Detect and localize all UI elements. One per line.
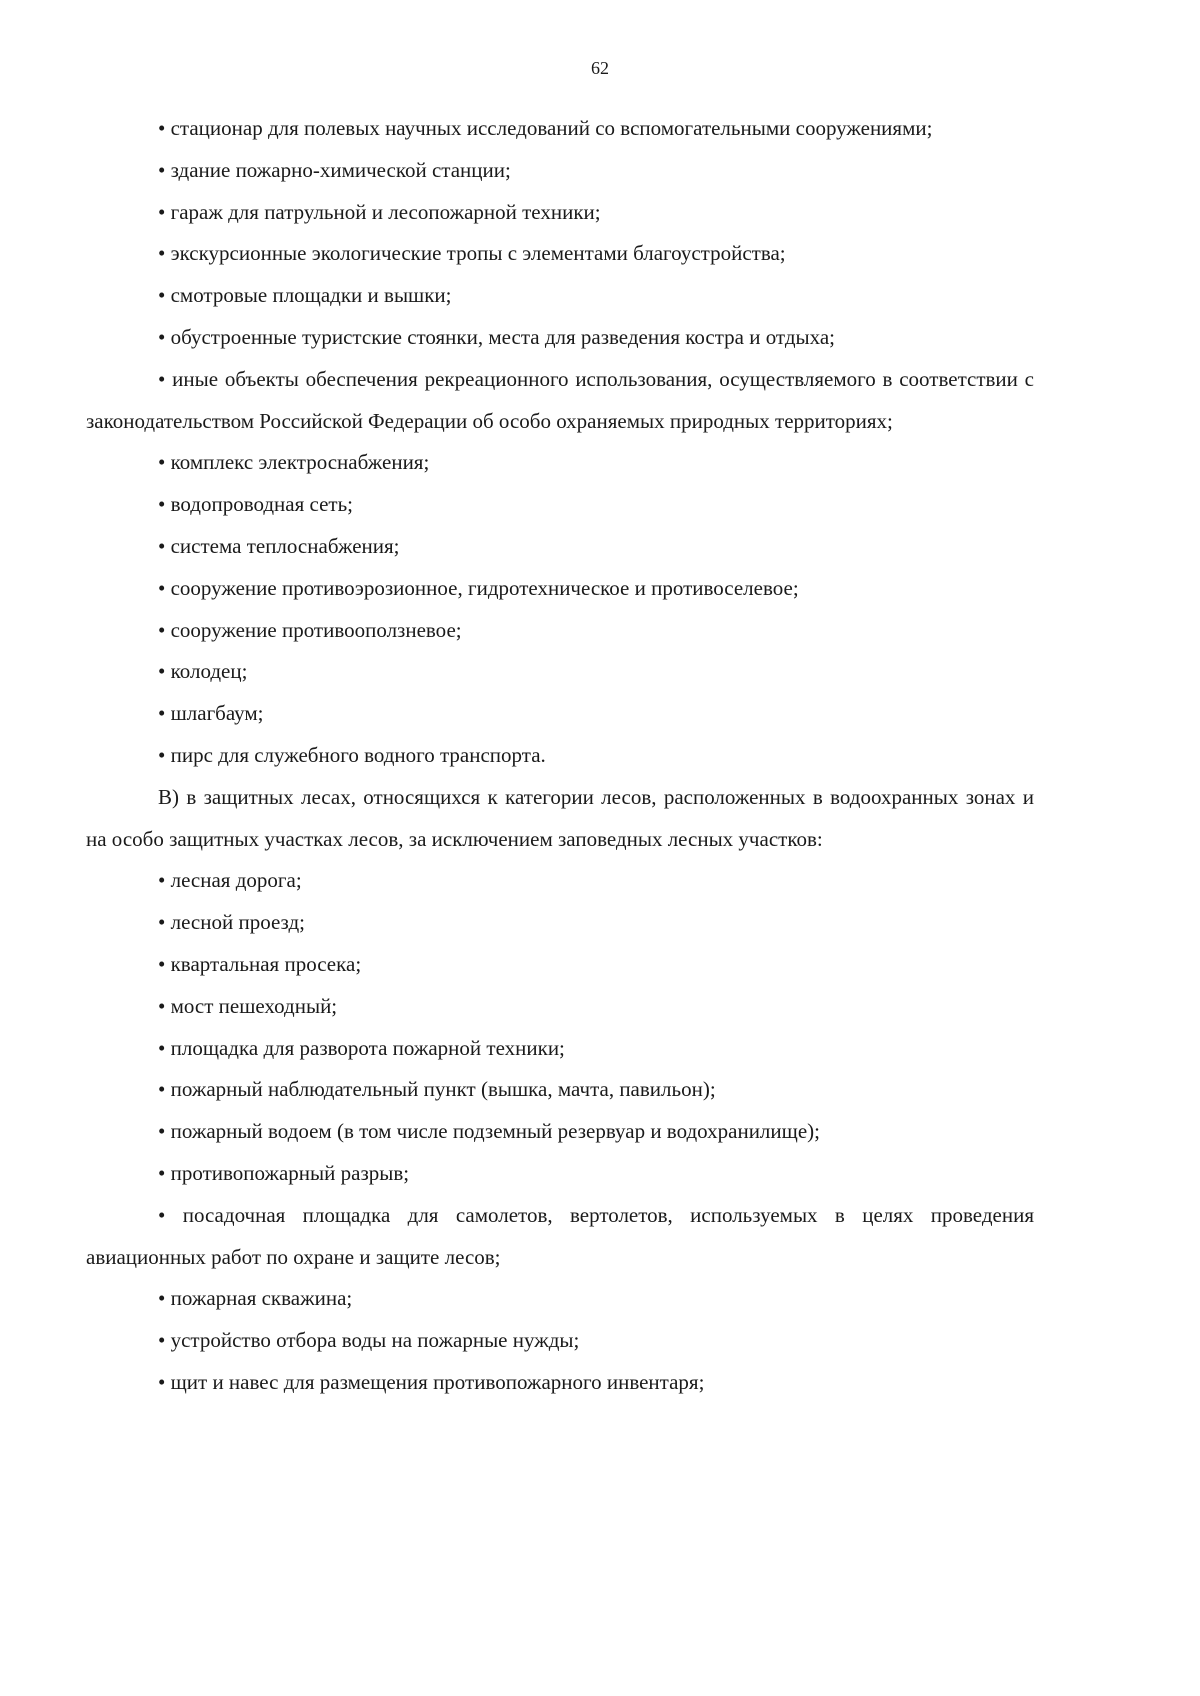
list-item: • пожарный водоем (в том числе подземный резервуар и водохранилище);	[158, 1119, 820, 1144]
list-item: • сооружение противоэрозионное, гидротехническое и противоселевое;	[158, 575, 799, 600]
list-item: • мост пешеходный;	[158, 993, 338, 1018]
list-item: • гараж для патрульной и лесопожарной техники;	[158, 199, 601, 224]
list-item: • противопожарный разрыв;	[158, 1160, 410, 1185]
list-item: • посадочная площадка для самолетов, вертолетов, используемых в целях проведения авиационных работ по охране и защите лесов;	[86, 1202, 1034, 1269]
list-item: • смотровые площадки и вышки;	[158, 283, 452, 308]
list-item: • водопроводная сеть;	[158, 492, 353, 517]
list-item: • сооружение противооползневое;	[158, 617, 462, 642]
list-item: • шлагбаум;	[158, 701, 264, 726]
document-body	[86, 108, 1034, 1404]
list-item: • здание пожарно-химической станции;	[158, 157, 511, 182]
list-item: • колодец;	[158, 659, 248, 684]
list-item: • устройство отбора воды на пожарные нужды;	[158, 1328, 580, 1353]
list-item: • площадка для разворота пожарной техники;	[158, 1035, 565, 1060]
section-paragraph: В) в защитных лесах, относящихся к категории лесов, расположенных в водоохранных зонах и на особо защитных участках лесов, за исключением заповедных лесных участков:	[86, 784, 1034, 851]
list-item: • иные объекты обеспечения рекреационного использования, осуществляемого в соответствии с законодательством Российской Федерации об особо охраняемых природных территориях;	[86, 366, 1034, 433]
list-item: • лесная дорога;	[158, 868, 302, 893]
list-item: • обустроенные туристские стоянки, места для разведения костра и отдыха;	[158, 324, 836, 349]
list-item: • пирс для служебного водного транспорта.	[158, 742, 546, 767]
list-item: • квартальная просека;	[158, 951, 362, 976]
list-item: • экскурсионные экологические тропы с элементами благоустройства;	[158, 241, 786, 266]
list-item: • лесной проезд;	[158, 910, 305, 935]
list-item: • стационар для полевых научных исследований со вспомогательными сооружениями;	[158, 116, 933, 140]
list-item: • система теплоснабжения;	[158, 533, 400, 558]
page-number: 62	[591, 58, 609, 78]
list-item: • комплекс электроснабжения;	[158, 450, 430, 475]
list-item: • щит и навес для размещения противопожарного инвентаря;	[158, 1369, 705, 1394]
list-item: • пожарный наблюдательный пункт (вышка, мачта, павильон);	[158, 1077, 716, 1102]
list-item: • пожарная скважина;	[158, 1286, 353, 1311]
